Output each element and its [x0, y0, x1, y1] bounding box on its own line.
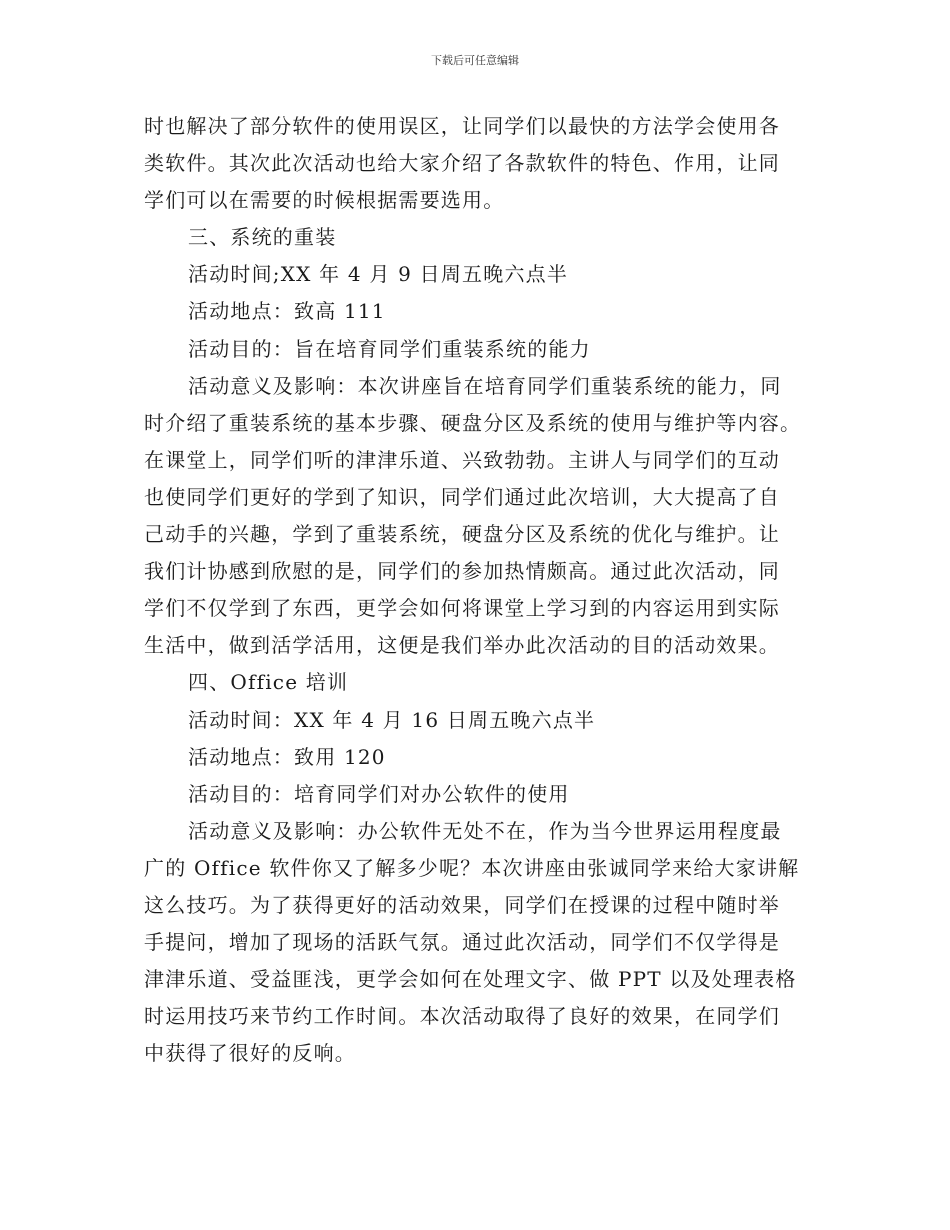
activity-purpose: 活动目的：培育同学们对办公软件的使用 [188, 781, 570, 806]
paragraph-line: 中获得了很好的反响。 [144, 1041, 356, 1066]
activity-time: 活动时间;XX 年 4 月 9 日周五晚六点半 [188, 262, 569, 287]
activity-purpose: 活动目的：旨在培育同学们重装系统的能力 [188, 336, 591, 361]
paragraph-line: 生活中，做到活学活用，这便是我们举办此次活动的目的活动效果。 [144, 633, 780, 658]
paragraph-line: 学们不仅学到了东西，更学会如何将课堂上学习到的内容运用到实际 [144, 596, 780, 621]
paragraph-line: 己动手的兴趣，学到了重装系统，硬盘分区及系统的优化与维护。让 [144, 522, 780, 547]
paragraph-line: 活动意义及影响：本次讲座旨在培育同学们重装系统的能力，同 [188, 373, 782, 398]
paragraph-line: 活动意义及影响：办公软件无处不在，作为当今世界运用程度最 [188, 818, 782, 843]
activity-location: 活动地点：致高 111 [188, 299, 386, 324]
paragraph-line: 这么技巧。为了获得更好的活动效果，同学们在授课的过程中随时举 [144, 892, 780, 917]
paragraph-line: 时也解决了部分软件的使用误区，让同学们以最快的方法学会使用各 [144, 114, 780, 138]
paragraph-line: 时运用技巧来节约工作时间。本次活动取得了良好的效果，在同学们 [144, 1004, 780, 1029]
page-header: 下载后可任意编辑 [431, 54, 519, 67]
activity-location: 活动地点：致用 120 [188, 744, 386, 769]
paragraph-line: 学们可以在需要的时候根据需要选用。 [144, 188, 505, 213]
paragraph-line: 也使同学们更好的学到了知识，同学们通过此次培训，大大提高了自 [144, 484, 780, 509]
section-heading-system-reinstall: 三、系统的重装 [188, 225, 337, 250]
paragraph-line: 时介绍了重装系统的基本步骤、硬盘分区及系统的使用与维护等内容。 [144, 410, 802, 435]
section-heading-office-training: 四、Office 培训 [188, 670, 349, 695]
paragraph-line: 类软件。其次此次活动也给大家介绍了各款软件的特色、作用，让同 [144, 151, 780, 176]
paragraph-line: 津津乐道、受益匪浅，更学会如何在处理文字、做 PPT 以及处理表格 [144, 967, 797, 992]
paragraph-line: 广的 Office 软件你又了解多少呢？本次讲座由张诚同学来给大家讲解 [144, 855, 800, 880]
paragraph-line: 在课堂上，同学们听的津津乐道、兴致勃勃。主讲人与同学们的互动 [144, 447, 780, 472]
document-body [144, 108, 810, 1072]
paragraph-line: 手提问，增加了现场的活跃气氛。通过此次活动，同学们不仅学得是 [144, 930, 780, 955]
paragraph-line: 我们计协感到欣慰的是，同学们的参加热情颇高。通过此次活动，同 [144, 559, 780, 584]
activity-time: 活动时间：XX 年 4 月 16 日周五晚六点半 [188, 707, 596, 732]
